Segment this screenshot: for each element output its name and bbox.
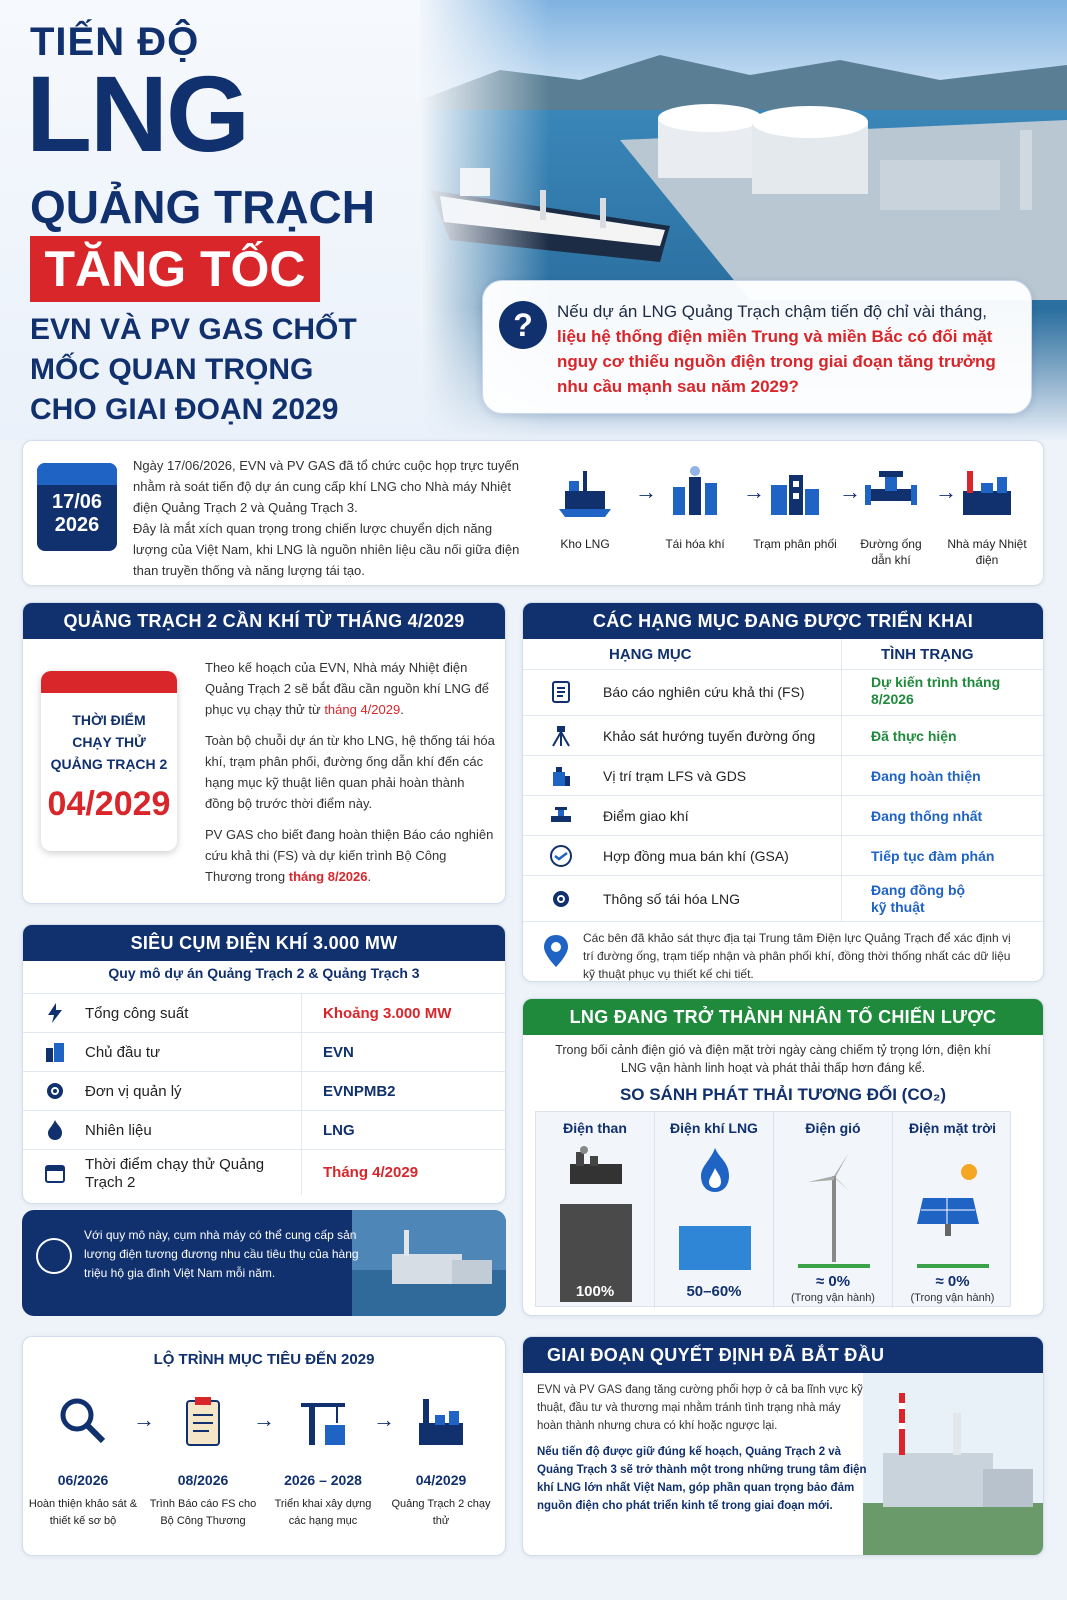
roadmap-desc: Trình Báo cáo FS cho Bộ Công Thương <box>149 1498 257 1527</box>
roadmap-desc: Hoàn thiện khảo sát & thiết kế sơ bộ <box>28 1498 138 1527</box>
roadmap-step <box>25 1393 141 1530</box>
hero-title-line3: QUẢNG TRẠCH <box>30 181 375 233</box>
solar-panel-icon <box>913 1158 993 1238</box>
roadmap-date: 08/2026 <box>177 1472 229 1488</box>
roadmap-date: 04/2029 <box>415 1472 467 1488</box>
arrow-right-icon: → <box>373 1407 395 1432</box>
spec-value: EVNPMB2 <box>323 1083 396 1100</box>
hero-badge: TĂNG TỐC <box>30 236 320 302</box>
compare-name: Điện gió <box>805 1120 861 1136</box>
spec-value: LNG <box>323 1122 355 1139</box>
chain-label: Đường ống dẫn khí <box>860 537 922 567</box>
compare-note: (Trong vận hành) <box>791 1292 875 1304</box>
column-divider <box>841 796 842 835</box>
bar-lng <box>679 1226 751 1270</box>
intro-card <box>22 440 1044 586</box>
column-divider <box>301 1111 302 1149</box>
roadmap-desc: Quảng Trạch 2 chạy thử <box>391 1498 491 1527</box>
item-status: Đang đồng bộ kỹ thuật <box>871 882 966 915</box>
item-status: Đang thống nhất <box>871 808 983 824</box>
item-name: Vị trí trạm LFS và GDS <box>603 768 747 784</box>
final-para2: Nếu tiến độ được giữ đúng kế hoạch, Quảng Trạch 2 và Quảng Trạch 3 sẽ trở thành một trong những trung tâm điện khí LNG lớn nhất Việt Nam, góp phần quan trọng bảo đảm nguồn điện cho phát triển kinh tế trong giai đoạn mới. <box>537 1446 867 1512</box>
magnifier-icon <box>55 1393 111 1449</box>
item-status: Đã thực hiện <box>871 728 957 744</box>
compare-title: SO SÁNH PHÁT THẢI TƯƠNG ĐỐI (CO₂) <box>619 1085 947 1104</box>
intro-para1: Ngày 17/06/2026, EVN và PV GAS đã tổ chức cuộc họp trực tuyến nhằm rà soát tiến độ dự án cung cấp khí LNG cho Nhà máy Nhiệt điện Quảng Trạch 2 và Quảng Trạch 3. <box>133 458 519 515</box>
calendar-icon <box>37 463 117 485</box>
calendar-icon <box>41 671 177 693</box>
qt2-p3-end: . <box>367 869 372 884</box>
compare-intro: Trong bối cảnh điện gió và điện mặt trời ngày càng chiếm tỷ trọng lớn, điện khí LNG vận hành linh hoạt và phát thải thấp hơn đáng kể. <box>555 1043 991 1075</box>
station-icon <box>549 764 573 788</box>
qt2-p3-highlight: tháng 8/2026 <box>288 869 368 884</box>
column-divider <box>841 639 842 669</box>
date-day: 17/06 <box>51 491 103 513</box>
table-row <box>523 755 1043 795</box>
roadmap-step <box>145 1393 261 1530</box>
item-status: Đang hoàn thiện <box>871 768 981 784</box>
hero-subtitle-line2: MỐC QUAN TRỌNG <box>30 353 314 386</box>
final-card <box>522 1336 1044 1556</box>
qt2-para2: Toàn bộ chuỗi dự án từ kho LNG, hệ thống tái hóa khí, trạm phân phối, đường ống dẫn khí đến các hạng mục kỹ thuật liên quan phải hoàn thành đồng bộ trước thời điểm này. <box>205 733 495 811</box>
chain-item-tai-hoa-khi <box>653 461 737 552</box>
hero-subtitle <box>30 310 430 430</box>
hero-subtitle-line3: CHO GIAI ĐOẠN 2029 <box>30 393 339 426</box>
power-plant-photo <box>863 1373 1044 1556</box>
cal-line3: QUẢNG TRẠCH 2 <box>50 756 168 772</box>
factory-icon <box>566 1146 626 1186</box>
roadmap-step <box>383 1393 499 1530</box>
chain-label: Kho LNG <box>560 537 610 551</box>
item-name: Thông số tái hóa LNG <box>603 891 740 907</box>
compare-coal <box>536 1112 655 1308</box>
qt2-p3-text: PV GAS cho biết đang hoàn thiện Báo cáo nghiên cứu khả thi (FS) và dự kiến trình Bộ Công Thương trong <box>205 827 494 884</box>
clipboard-icon <box>175 1393 231 1449</box>
survey-icon <box>549 724 573 748</box>
compare-header: LNG ĐANG TRỞ THÀNH NHÂN TỐ CHIẾN LƯỢC <box>523 999 1043 1035</box>
item-name: Khảo sát hướng tuyến đường ống <box>603 728 816 744</box>
test-run-calendar <box>41 671 177 851</box>
table-row <box>523 795 1043 835</box>
compare-lng <box>655 1112 774 1308</box>
col-header-item: HẠNG MỤC <box>609 646 692 663</box>
compare-note: (Trong vận hành) <box>910 1292 995 1304</box>
calendar-icon <box>43 1161 67 1185</box>
arrow-right-icon: → <box>935 479 957 504</box>
date-year: 2026 <box>54 514 100 536</box>
roadmap-date: 2026 – 2028 <box>284 1472 362 1488</box>
question-box <box>482 280 1032 414</box>
cal-date: 04/2029 <box>47 785 171 823</box>
compare-value: ≈ 0% <box>935 1273 970 1290</box>
spec-row <box>23 993 505 1032</box>
roadmap-desc: Triển khai xây dựng các hạng mục <box>274 1498 372 1527</box>
spec-label: Nhiên liệu <box>85 1122 152 1139</box>
table-row <box>523 669 1043 715</box>
arrow-right-icon: → <box>743 479 765 504</box>
column-divider <box>301 1033 302 1071</box>
items-card <box>522 602 1044 982</box>
hero-title-lng: LNG <box>26 53 248 174</box>
location-pin-icon <box>541 933 571 969</box>
question-icon: ? <box>499 301 547 349</box>
column-divider <box>301 1150 302 1195</box>
question-lead: Nếu dự án LNG Quảng Trạch chậm tiến độ chỉ vài tháng, <box>557 302 988 321</box>
chain-item-tram-phan-phoi <box>753 461 837 552</box>
hero-title-line1: TIẾN ĐỘ <box>30 20 200 64</box>
qt2-p1-end: . <box>400 702 404 717</box>
spec-value: EVN <box>323 1044 354 1061</box>
intro-text <box>133 455 523 581</box>
hero-subtitle-line1: EVN VÀ PV GAS CHỐT <box>30 313 357 346</box>
households-banner <box>22 1210 506 1316</box>
final-header: GIAI ĐOẠN QUYẾT ĐỊNH ĐÃ BẮT ĐẦU <box>523 1337 1043 1373</box>
divider <box>523 921 1043 922</box>
table-row <box>523 835 1043 875</box>
handshake-icon <box>549 844 573 868</box>
col-header-status: TÌNH TRẠNG <box>881 646 974 663</box>
qt2-para1 <box>205 657 495 720</box>
item-name: Điểm giao khí <box>603 808 689 824</box>
roadmap-step <box>265 1393 381 1530</box>
specs-header: SIÊU CỤM ĐIỆN KHÍ 3.000 MW <box>23 925 505 961</box>
chain-label: Tái hóa khí <box>665 537 725 551</box>
spec-row <box>23 1032 505 1071</box>
valve-icon <box>549 804 573 828</box>
compare-name: Điện mặt trời <box>909 1120 996 1136</box>
spec-label: Thời điểm chạy thử Quảng Trạch 2 <box>85 1156 265 1191</box>
spec-value: Tháng 4/2029 <box>323 1164 419 1181</box>
regasification-icon <box>665 461 725 521</box>
qt2-text <box>205 657 495 897</box>
column-divider <box>301 994 302 1032</box>
compare-value: 100% <box>575 1283 615 1300</box>
chain-item-nha-may <box>945 461 1029 568</box>
compare-name: Điện than <box>563 1120 627 1136</box>
question-text <box>557 299 1017 399</box>
arrow-right-icon: → <box>133 1407 155 1432</box>
item-status: Tiếp tục đàm phán <box>871 848 995 864</box>
supply-chain <box>543 461 1027 581</box>
community-icon <box>36 1238 72 1274</box>
spec-label: Tổng công suất <box>85 1005 189 1022</box>
qt2-p1-highlight: tháng 4/2029 <box>324 702 401 717</box>
column-divider <box>841 670 842 715</box>
compare-wind <box>774 1112 893 1308</box>
specs-card <box>22 924 506 1204</box>
power-plant-icon <box>413 1393 469 1449</box>
flame-icon <box>43 1118 67 1142</box>
emission-comparison <box>535 1111 1011 1307</box>
flame-icon <box>697 1146 733 1194</box>
spec-label: Đơn vị quản lý <box>85 1083 182 1100</box>
chain-label: Trạm phân phối <box>753 537 837 551</box>
gear-icon <box>43 1079 67 1103</box>
item-name: Báo cáo nghiên cứu khả thi (FS) <box>603 684 805 700</box>
spec-row <box>23 1149 505 1195</box>
gear-icon <box>549 887 573 911</box>
qt2-p1-text: Theo kế hoạch của EVN, Nhà máy Nhiệt điện Quảng Trạch 2 sẽ bắt đầu cần nguồn khí LNG để phục vụ chạy thử từ <box>205 660 490 717</box>
wind-turbine-icon <box>804 1152 864 1262</box>
cal-line2: CHẠY THỬ <box>72 734 146 750</box>
qt2-card <box>22 602 506 904</box>
column-divider <box>841 756 842 795</box>
column-divider <box>841 716 842 755</box>
chain-label: Nhà máy Nhiệt điện <box>947 537 1027 567</box>
items-table-header <box>523 639 1043 669</box>
report-icon <box>549 680 573 704</box>
table-row <box>523 715 1043 755</box>
qt2-para3 <box>205 824 495 887</box>
question-highlight: liệu hệ thống điện miền Trung và miền Bắc có đối mặt nguy cơ thiếu nguồn điện trong giai đoạn tăng trưởng nhu cầu mạnh sau năm 2029? <box>557 327 996 396</box>
items-header: CÁC HẠNG MỤC ĐANG ĐƯỢC TRIỂN KHAI <box>523 603 1043 639</box>
compare-value: ≈ 0% <box>815 1273 851 1290</box>
power-plant-photo <box>352 1210 506 1316</box>
hero-section <box>0 0 1067 440</box>
date-calendar <box>37 463 117 551</box>
final-para1: EVN và PV GAS đang tăng cường phối hợp ở cả ba lĩnh vực kỹ thuật, đầu tư và thương mại nhằm tránh tình trạng nhà máy hoàn thành nhưng chưa có khí hoặc ngược lại. <box>537 1384 863 1432</box>
compare-value: 50–60% <box>686 1283 742 1300</box>
chain-item-duong-ong <box>849 461 933 568</box>
roadmap-date: 06/2026 <box>57 1472 109 1488</box>
building-icon <box>43 1040 67 1064</box>
distribution-station-icon <box>765 461 825 521</box>
banner-text: Với quy mô này, cụm nhà máy có thể cung cấp sản lượng điện tương đương nhu cầu tiêu thụ của hàng triệu hộ gia đình Việt Nam mỗi năm. <box>84 1228 359 1280</box>
power-plant-icon <box>957 461 1017 521</box>
column-divider <box>841 876 842 921</box>
spec-value: Khoảng 3.000 MW <box>323 1005 452 1022</box>
compare-card <box>522 998 1044 1316</box>
lightning-icon <box>43 1001 67 1025</box>
roadmap-card <box>22 1336 506 1556</box>
pipeline-icon <box>861 461 921 521</box>
crane-icon <box>295 1393 351 1449</box>
spec-row <box>23 1110 505 1149</box>
bar-wind <box>798 1264 870 1268</box>
chain-item-kho-lng <box>543 461 627 552</box>
bar-solar <box>917 1264 989 1268</box>
roadmap-title: LỘ TRÌNH MỤC TIÊU ĐẾN 2029 <box>153 1351 375 1368</box>
column-divider <box>841 836 842 875</box>
arrow-right-icon: → <box>253 1407 275 1432</box>
cal-line1: THỜI ĐIỂM <box>72 712 146 728</box>
spec-row <box>23 1071 505 1110</box>
item-name: Hợp đồng mua bán khí (GSA) <box>603 848 789 864</box>
intro-para2: Đây là mắt xích quan trọng trong chiến lược chuyển dịch năng lượng của Việt Nam, khi LNG là nguồn nhiên liệu cầu nối giữa điện than truyền thống và năng lượng tái tạo. <box>133 521 520 578</box>
compare-name: Điện khí LNG <box>670 1120 758 1136</box>
arrow-right-icon: → <box>839 479 861 504</box>
spec-label: Chủ đầu tư <box>85 1044 161 1061</box>
compare-solar <box>893 1112 1012 1308</box>
arrow-right-icon: → <box>635 479 657 504</box>
final-text <box>537 1381 867 1515</box>
table-row <box>523 875 1043 921</box>
items-note: Các bên đã khảo sát thực địa tại Trung tâm Điện lực Quảng Trạch để xác định vị trí đường ống, trạm tiếp nhận và phân phối khí, đồng thời thống nhất các dữ liệu kỹ thuật phục vụ thiết kế chi tiết. <box>583 931 1011 981</box>
specs-subtitle: Quy mô dự án Quảng Trạch 2 & Quảng Trạch 3 <box>108 965 420 981</box>
item-status: Dự kiến trình tháng 8/2026 <box>871 674 1001 707</box>
column-divider <box>301 1072 302 1110</box>
lng-storage-icon <box>555 461 615 521</box>
qt2-header: QUẢNG TRẠCH 2 CẦN KHÍ TỪ THÁNG 4/2029 <box>23 603 505 639</box>
